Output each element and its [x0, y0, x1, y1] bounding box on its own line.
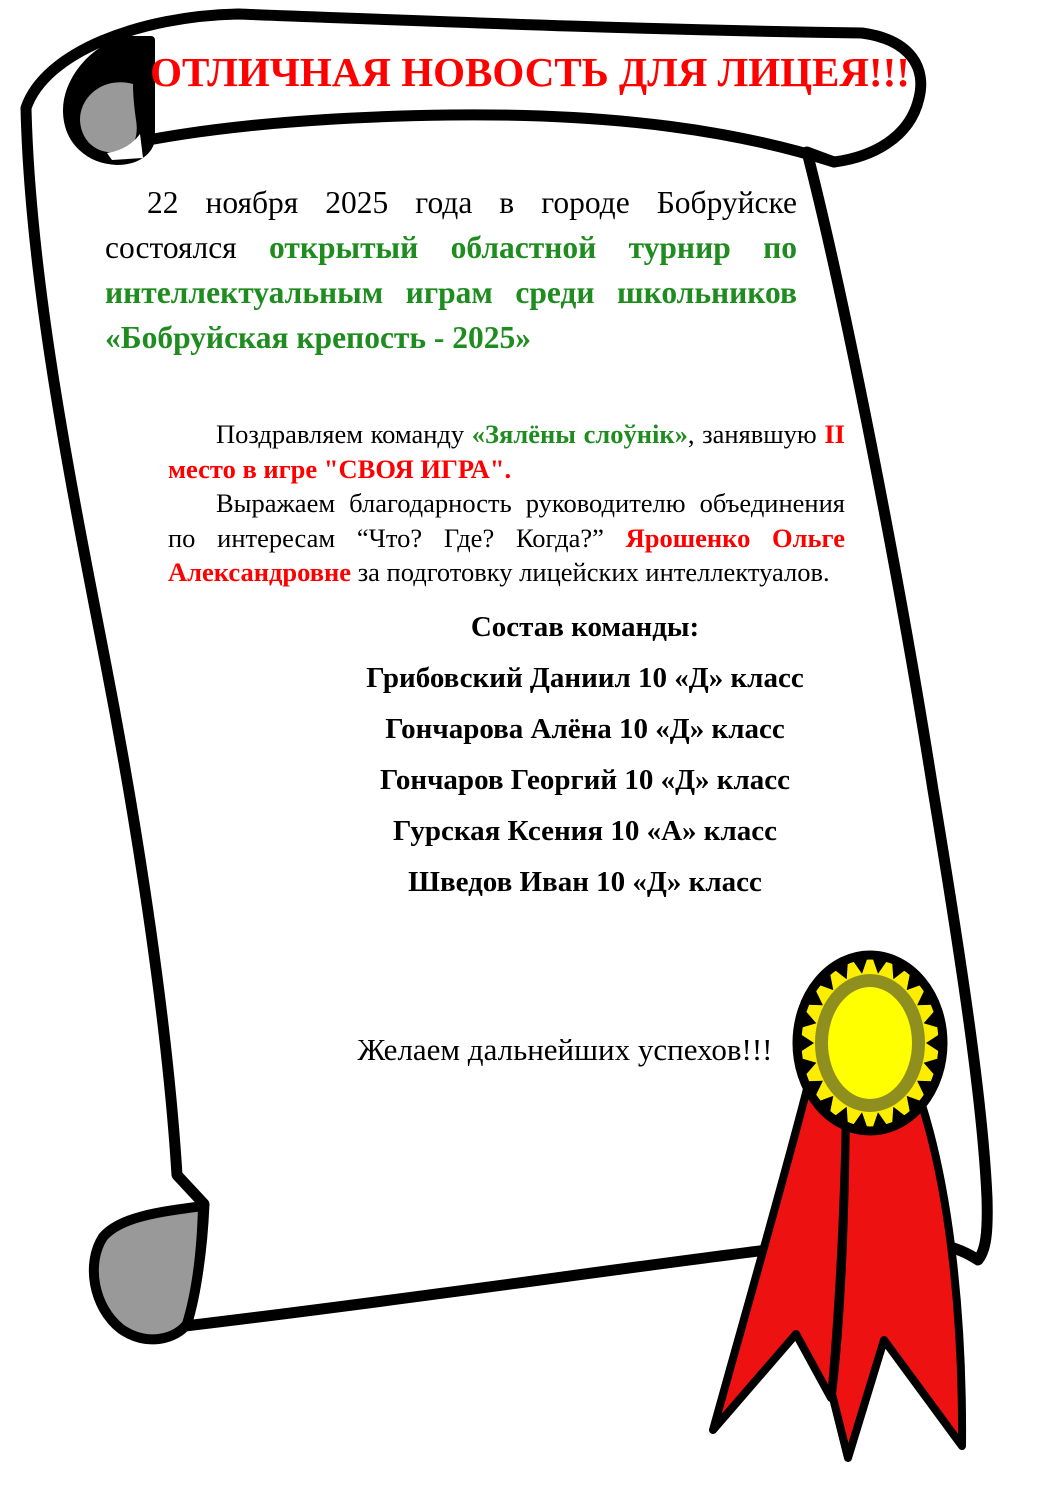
team-member: Гурская Ксения 10 «А» класс	[393, 815, 777, 847]
congrats-paragraph	[168, 417, 845, 486]
teacher-name: Ярошенко Ольге Александровне	[168, 522, 846, 587]
team-member: Грибовский Даниил 10 «Д» класс	[366, 662, 804, 694]
team-member: Шведов Иван 10 «Д» класс	[408, 866, 762, 898]
intro-event-name: открытый областной турнир по интеллектуальным играм среди школьников «Бобруйская крепость - 2025»	[105, 230, 797, 355]
congrats-part2: , занявшую	[687, 419, 825, 449]
wishes-text: Желаем дальнейших успехов!!!	[357, 1032, 773, 1067]
page-title: ОТЛИЧНАЯ НОВОСТЬ ДЛЯ ЛИЦЕЯ!!!	[150, 49, 910, 95]
team-roster	[255, 602, 915, 908]
intro-paragraph	[105, 180, 797, 360]
award-text: II место в игре "СВОЯ ИГРА".	[168, 419, 845, 484]
congrats-block	[168, 417, 845, 590]
intro-lead-text: 22 ноября 2025 года в городе Бобруйске состоялся	[105, 185, 797, 265]
thanks-part1: Выражаем благодарность руководителю объединения по интересам “Что? Где? Когда?”	[168, 488, 845, 553]
team-name: «Зялёны слоўнік»	[471, 419, 688, 449]
thanks-paragraph	[168, 486, 845, 590]
bottom-curl	[94, 1206, 203, 1339]
team-member: Гончарова Алёна 10 «Д» класс	[385, 713, 785, 745]
team-member: Гончаров Георгий 10 «Д» класс	[379, 764, 791, 796]
thanks-part2: за подготовку лицейских интеллектуалов.	[351, 557, 830, 587]
congrats-part1: Поздравляем команду	[216, 419, 472, 449]
team-roster-header: Состав команды:	[470, 611, 700, 643]
